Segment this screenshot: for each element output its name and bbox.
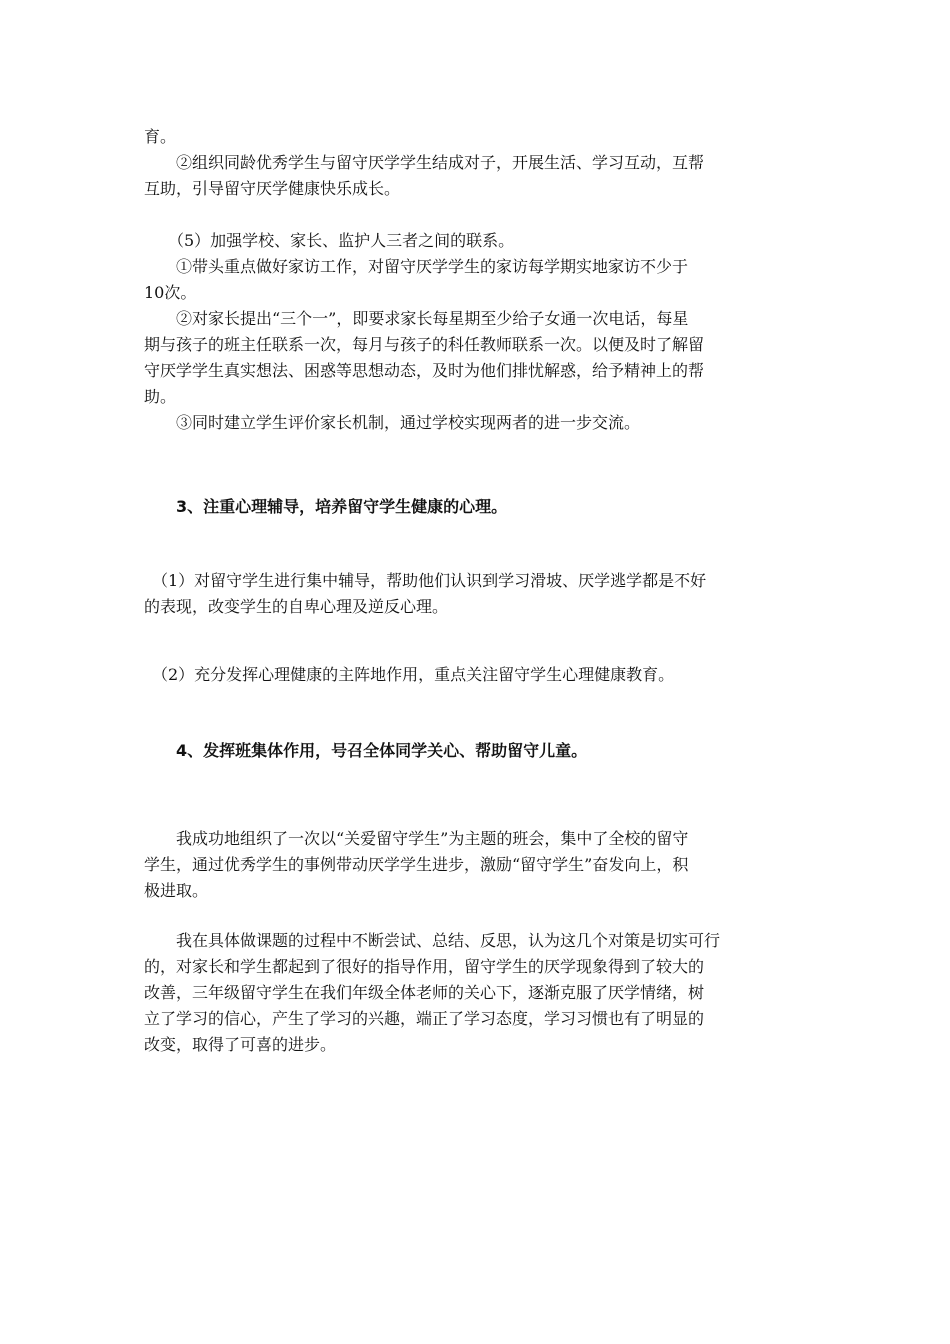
text-line: 学生，通过优秀学生的事例带动厌学学生进步，激励“留守学生”奋发向上，积 [144,855,689,874]
text-line: 助。 [144,387,177,406]
paragraph-class-meeting [144,826,808,904]
text-line: （2）充分发挥心理健康的主阵地作用，重点关注留守学生心理健康教育。 [144,665,675,684]
text-line: 我成功地组织了一次以“关爱留守学生”为主题的班会，集中了全校的留守 [144,829,689,848]
text-line: 立了学习的信心，产生了学习的兴趣，端正了学习态度，学习习惯也有了明显的 [144,1009,705,1028]
paragraph-mental-health-focus [144,662,808,688]
text-line: ①带头重点做好家访工作，对留守厌学学生的家访每学期实地家访不少于 [144,257,689,276]
text-line: ②组织同龄优秀学生与留守厌学学生结成对子，开展生活、学习互动，互帮 [144,153,705,172]
text-line: 极进取。 [144,881,209,900]
text-line: 10次。 [144,283,197,302]
paragraph-school-parent-contact [144,228,808,436]
text-line: 的表现，改变学生的自卑心理及逆反心理。 [144,597,449,616]
paragraph-continuation [144,124,808,150]
paragraph-group-counseling [144,568,808,620]
text-line: 互助，引导留守厌学健康快乐成长。 [144,179,401,198]
paragraph-pairing-students [144,150,808,202]
paragraph-conclusion [144,928,808,1058]
text-line: 的，对家长和学生都起到了很好的指导作用，留守学生的厌学现象得到了较大的 [144,957,705,976]
section-heading-3: 3、注重心理辅导，培养留守学生健康的心理。 [176,497,508,516]
text-line: 期与孩子的班主任联系一次，每月与孩子的科任教师联系一次。以便及时了解留 [144,335,705,354]
text-line: ②对家长提出“三个一”，即要求家长每星期至少给子女通一次电话，每星 [144,309,689,328]
section-heading-4: 4、发挥班集体作用，号召全体同学关心、帮助留守儿童。 [176,741,588,760]
text-line: 守厌学学生真实想法、困惑等思想动态，及时为他们排忧解惑，给予精神上的帮 [144,361,705,380]
text-line: 改变，取得了可喜的进步。 [144,1035,337,1054]
text-line: 改善，三年级留守学生在我们年级全体老师的关心下，逐渐克服了厌学情绪，树 [144,983,705,1002]
text-line: ③同时建立学生评价家长机制，通过学校实现两者的进一步交流。 [144,413,641,432]
text-line: 育。 [144,127,177,146]
text-line: 我在具体做课题的过程中不断尝试、总结、反思，认为这几个对策是切实可行 [144,931,721,950]
text-line: （1）对留守学生进行集中辅导，帮助他们认识到学习滑坡、厌学逃学都是不好 [144,571,707,590]
text-line: （5）加强学校、家长、监护人三者之间的联系。 [144,231,515,250]
